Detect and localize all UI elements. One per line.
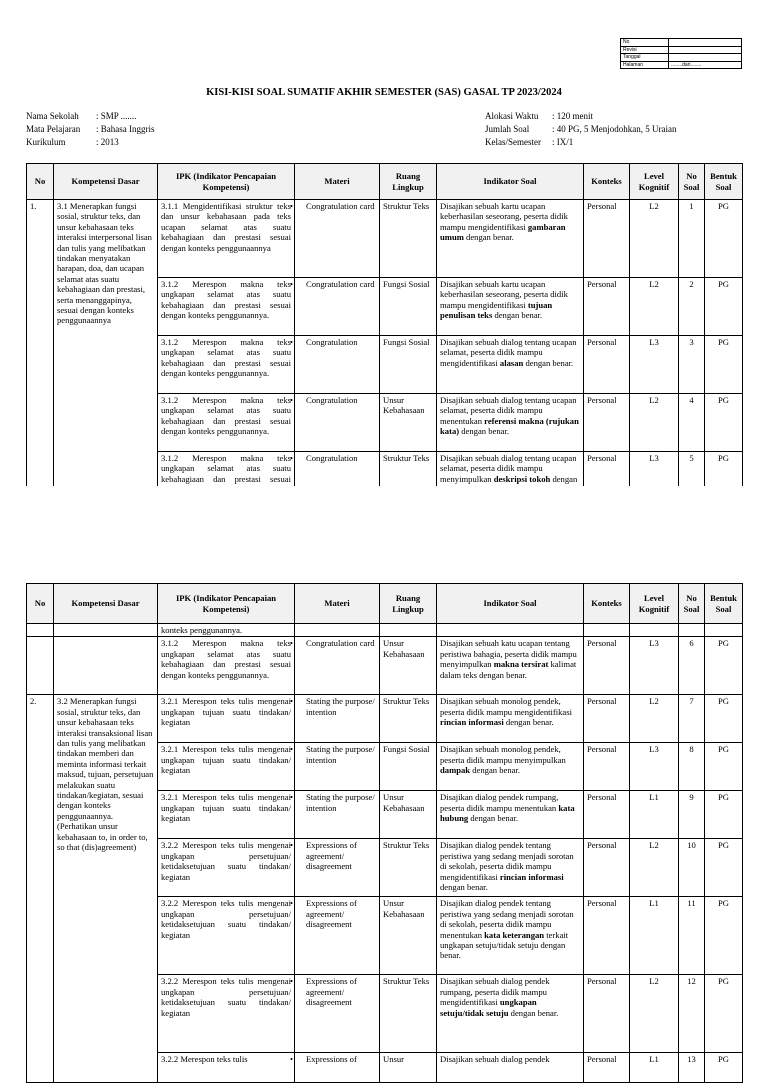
no-soal-cell: 8 <box>679 743 705 791</box>
no-soal-cell: 7 <box>679 695 705 743</box>
meta-value: : 120 menit <box>552 111 593 121</box>
materi-cell <box>295 200 380 278</box>
revision-value: ........dari........ <box>669 61 742 69</box>
materi-cell <box>295 695 380 743</box>
materi-bullet: • Expressions of <box>298 1054 376 1064</box>
ipk-cell: 3.1.2 Merespon makna teks ungkapan selamat atas suatu kebahagiaan dan prestasi sesuai dengan konteks penggunannya. <box>158 637 295 695</box>
column-header: No Soal <box>679 164 705 200</box>
konteks-cell: Personal <box>584 1053 630 1083</box>
ruang-lingkup-cell: Fungsi Sosial <box>380 336 437 394</box>
column-header: Indikator Soal <box>437 164 584 200</box>
ipk-cell: 3.1.2 Merespon makna teks ungkapan selamat atas suatu kebahagiaan dan prestasi sesuai dengan konteks penggunannya. <box>158 278 295 336</box>
meta-value: : IX/1 <box>552 137 574 147</box>
bentuk-soal-cell: PG <box>705 791 743 839</box>
materi-bullet: • Congratulation <box>298 337 376 347</box>
konteks-cell: Personal <box>584 695 630 743</box>
ipk-cell: 3.2.2 Merespon teks tulis mengenai ungkapan persetujuan/ ketidaksetujuan suatu tindakan/ kegiatan <box>158 975 295 1053</box>
konteks-cell: Personal <box>584 975 630 1053</box>
indikator-soal-cell: Disajikan sebuah monolog pendek, peserta didik mampu menyimpulkan dampak dengan benar. <box>437 743 584 791</box>
column-header: No <box>27 164 54 200</box>
kd-number-cell <box>27 637 54 695</box>
column-header: Konteks <box>584 584 630 624</box>
column-header: Kompetensi Dasar <box>54 164 158 200</box>
materi-cell <box>295 278 380 336</box>
meta-label: Alokasi Waktu <box>485 111 539 121</box>
empty-cell <box>437 624 584 637</box>
level-kognitif-cell: L2 <box>630 200 679 278</box>
indikator-soal-cell: Disajikan sebuah dialog tentang ucapan selamat, peserta didik mampu menentukan referensi makna (rujukan kata) dengan benar. <box>437 394 584 452</box>
empty-cell <box>679 624 705 637</box>
konteks-cell: Personal <box>584 743 630 791</box>
kd-number-cell: 1. <box>27 200 54 500</box>
indikator-keyword: ungkapan setuju/tidak setuju <box>440 997 537 1018</box>
indikator-keyword: rincian informasi <box>499 871 564 882</box>
meta-label: Jumlah Soal <box>485 124 530 134</box>
revision-box <box>620 38 742 69</box>
indikator-keyword: dampak <box>440 765 471 776</box>
indikator-keyword: alasan <box>499 357 524 368</box>
materi-bullet: • Expressions of agreement/ disagreement <box>298 840 376 871</box>
materi-cell <box>295 743 380 791</box>
no-soal-cell: 9 <box>679 791 705 839</box>
indikator-keyword: kata hubung <box>440 802 575 824</box>
indikator-keyword: gambaran umum <box>440 221 566 243</box>
continuation-row <box>27 624 743 637</box>
indikator-keyword: deskripsi tokoh <box>493 473 551 484</box>
column-header: Konteks <box>584 164 630 200</box>
bentuk-soal-cell: PG <box>705 897 743 975</box>
page-gap <box>0 486 768 550</box>
bentuk-soal-cell: PG <box>705 394 743 452</box>
kd-number-cell <box>27 624 54 637</box>
bentuk-soal-cell: PG <box>705 743 743 791</box>
document-page-1 <box>0 0 768 486</box>
column-header: Level Kognitif <box>630 164 679 200</box>
materi-bullet: • Congratulation <box>298 453 376 463</box>
bentuk-soal-cell: PG <box>705 200 743 278</box>
bentuk-soal-cell: PG <box>705 1053 743 1083</box>
indikator-soal-cell: Disajikan sebuah dialog pendek <box>437 1053 584 1083</box>
indikator-soal-cell: Disajikan sebuah kartu ucapan keberhasilan seseorang, peserta didik mampu mengidentifikasi gambaran umum dengan benar. <box>437 200 584 278</box>
kompetensi-dasar-cell <box>54 624 158 637</box>
ipk-continuation-cell: konteks penggunannya. <box>158 624 295 637</box>
meta-label: Kurikulum <box>26 137 66 147</box>
document-title: KISI-KISI SOAL SUMATIF AKHIR SEMESTER (SAS) GASAL TP 2023/2024 <box>206 87 562 98</box>
table-row <box>27 637 743 695</box>
indikator-soal-cell: Disajikan sebuah kartu ucapan keberhasilan seseorang, peserta didik mampu mengidentifikasi tujuan penulisan teks dengan benar. <box>437 278 584 336</box>
meta-value: : SMP ....... <box>96 111 137 121</box>
level-kognitif-cell: L2 <box>630 695 679 743</box>
ipk-cell: 3.2.1 Merespon teks tulis mengenai ungkapan tujuan suatu tindakan/ kegiatan <box>158 791 295 839</box>
materi-bullet: • Expressions of agreement/ disagreement <box>298 976 376 1007</box>
meta-row <box>485 136 676 149</box>
ipk-cell: 3.2.2 Merespon teks tulis <box>158 1053 295 1083</box>
materi-bullet: • Congratulation card <box>298 279 376 289</box>
empty-cell <box>630 624 679 637</box>
bentuk-soal-cell: PG <box>705 839 743 897</box>
indikator-soal-cell: Disajikan dialog pendek rumpang, peserta didik mampu menentukan kata hubung dengan benar. <box>437 791 584 839</box>
indikator-soal-cell: Disajikan sebuah dialog pendek rumpang, peserta didik mampu mengidentifikasi ungkapan setuju/tidak setuju dengan benar. <box>437 975 584 1053</box>
kompetensi-dasar-cell: 3.2 Menerapkan fungsi sosial, struktur teks, dan unsur kebahasaan teks interaksi transaksional lisan dan tulis yang melibatkan tindakan memberi dan meminta informasi terkait maksud, tujuan, persetujuan melakukan suatu tindakan/kegiatan, sesuai dengan konteks penggunaannya. (Perhatikan unsur kebahasaan to, in order to, so that (dis)agreement) <box>54 695 158 1083</box>
no-soal-cell: 6 <box>679 637 705 695</box>
bentuk-soal-cell: PG <box>705 695 743 743</box>
meta-label: Kelas/Semester <box>485 137 541 147</box>
konteks-cell: Personal <box>584 278 630 336</box>
indikator-keyword: kata keterangan <box>484 929 545 940</box>
empty-cell <box>380 624 437 637</box>
column-header: No <box>27 584 54 624</box>
no-soal-cell: 5 <box>679 452 705 500</box>
column-header: Indikator Soal <box>437 584 584 624</box>
revision-label: Halaman <box>621 61 669 69</box>
ruang-lingkup-cell: Struktur Teks <box>380 452 437 500</box>
meta-right <box>485 110 676 149</box>
materi-cell <box>295 791 380 839</box>
konteks-cell: Personal <box>584 200 630 278</box>
bentuk-soal-cell: PG <box>705 975 743 1053</box>
level-kognitif-cell: L1 <box>630 1053 679 1083</box>
revision-row <box>621 54 742 62</box>
konteks-cell: Personal <box>584 791 630 839</box>
meta-value: : 40 PG, 5 Menjodohkan, 5 Uraian <box>552 124 677 134</box>
ruang-lingkup-cell: Unsur Kebahasaan <box>380 637 437 695</box>
empty-cell <box>705 624 743 637</box>
materi-cell <box>295 637 380 695</box>
ipk-cell: 3.2.1 Merespon teks tulis mengenai ungkapan tujuan suatu tindakan/ kegiatan <box>158 743 295 791</box>
column-header: Ruang Lingkup <box>380 584 437 624</box>
indikator-keyword: rincian informasi <box>440 717 504 728</box>
konteks-cell: Personal <box>584 839 630 897</box>
ipk-cell: 3.1.1 Mengidentifikasi struktur teks dan unsur kebahasaan pada teks ucapan selamat atas suatu kebahagiaan dan prestasi sesuai dengan konteks penggunaannya <box>158 200 295 278</box>
materi-bullet: • Expressions of agreement/ disagreement <box>298 898 376 929</box>
konteks-cell: Personal <box>584 394 630 452</box>
indikator-keyword: tujuan penulisan teks <box>440 299 553 321</box>
level-kognitif-cell: L3 <box>630 452 679 500</box>
bentuk-soal-cell: PG <box>705 336 743 394</box>
level-kognitif-cell: L2 <box>630 278 679 336</box>
indikator-keyword: referensi makna (rujukan kata) <box>440 415 579 437</box>
table-row <box>27 200 743 278</box>
materi-cell <box>295 897 380 975</box>
meta-value: : Bahasa Inggris <box>96 124 155 134</box>
bentuk-soal-cell: PG <box>705 278 743 336</box>
meta-row <box>26 136 155 149</box>
empty-cell <box>295 624 380 637</box>
indikator-soal-cell: Disajikan sebuah monolog pendek, peserta didik mampu mengidentifikasi rincian informasi dengan benar. <box>437 695 584 743</box>
no-soal-cell: 10 <box>679 839 705 897</box>
empty-cell <box>584 624 630 637</box>
konteks-cell: Personal <box>584 897 630 975</box>
ruang-lingkup-cell: Struktur Teks <box>380 695 437 743</box>
materi-bullet: • Stating the purpose/ intention <box>298 696 376 717</box>
no-soal-cell: 12 <box>679 975 705 1053</box>
indikator-keyword: makna tersirat <box>493 659 549 670</box>
materi-cell <box>295 1053 380 1083</box>
table-row <box>27 695 743 743</box>
revision-row <box>621 46 742 54</box>
ipk-cell: 3.1.2 Merespon makna teks ungkapan selamat atas suatu kebahagiaan dan prestasi sesuai dengan konteks penggunannya. <box>158 336 295 394</box>
ruang-lingkup-cell: Unsur <box>380 1053 437 1083</box>
bentuk-soal-cell: PG <box>705 452 743 500</box>
revision-label: No <box>621 39 669 47</box>
no-soal-cell: 4 <box>679 394 705 452</box>
materi-bullet: • Congratulation card <box>298 201 376 211</box>
meta-row <box>26 110 155 123</box>
ipk-cell: 3.1.2 Merespon makna teks ungkapan selamat atas suatu kebahagiaan dan prestasi sesuai <box>158 452 295 500</box>
meta-label: Mata Pelajaran <box>26 124 81 134</box>
materi-cell <box>295 839 380 897</box>
kisi-table-page-1 <box>26 163 743 500</box>
revision-label: Tanggal <box>621 54 669 62</box>
document-page-2 <box>0 550 768 1065</box>
level-kognitif-cell: L2 <box>630 975 679 1053</box>
meta-row <box>485 110 676 123</box>
column-header: Bentuk Soal <box>705 164 743 200</box>
no-soal-cell: 13 <box>679 1053 705 1083</box>
no-soal-cell: 3 <box>679 336 705 394</box>
bentuk-soal-cell: PG <box>705 637 743 695</box>
materi-bullet: • Stating the purpose/ intention <box>298 744 376 765</box>
revision-row <box>621 39 742 47</box>
revision-row <box>621 61 742 69</box>
ipk-cell: 3.1.2 Merespon makna teks ungkapan selamat atas suatu kebahagiaan dan prestasi sesuai dengan konteks penggunannya. <box>158 394 295 452</box>
revision-label: Revisi <box>621 46 669 54</box>
ruang-lingkup-cell: Unsur Kebahasaan <box>380 897 437 975</box>
kompetensi-dasar-cell <box>54 637 158 695</box>
level-kognitif-cell: L1 <box>630 791 679 839</box>
column-header: Level Kognitif <box>630 584 679 624</box>
materi-bullet: • Congratulation card <box>298 638 376 648</box>
ruang-lingkup-cell: Fungsi Sosial <box>380 278 437 336</box>
column-header: IPK (Indikator Pencapaian Kompetensi) <box>158 584 295 624</box>
ruang-lingkup-cell: Unsur Kebahasaan <box>380 791 437 839</box>
revision-value <box>669 54 742 62</box>
ruang-lingkup-cell: Fungsi Sosial <box>380 743 437 791</box>
indikator-soal-cell: Disajikan sebuah katu ucapan tentang peristiwa bahagia, peserta didik mampu menyimpulkan makna tersirat kalimat dalam teks dengan benar. <box>437 637 584 695</box>
ruang-lingkup-cell: Struktur Teks <box>380 839 437 897</box>
ruang-lingkup-cell: Unsur Kebahasaan <box>380 394 437 452</box>
no-soal-cell: 1 <box>679 200 705 278</box>
materi-cell <box>295 975 380 1053</box>
konteks-cell: Personal <box>584 637 630 695</box>
indikator-soal-cell: Disajikan dialog pendek tentang peristiwa yang sedang menjadi sorotan di sekolah, peserta didik mampu menentukan kata keterangan terkait ungkapan setuju/tidak setuju dengan benar. <box>437 897 584 975</box>
kompetensi-dasar-cell: 3.1 Menerapkan fungsi sosial, struktur teks, dan unsur kebahasaan teks interaksi interpersonal lisan dan tulis yang melibatkan tindakan menyatakan harapan, doa, dan ucapan selamat atas suatu kebahagiaan dan prestasi, serta menanggapinya, sesuai dengan konteks penggunaannya <box>54 200 158 500</box>
meta-left <box>26 110 155 149</box>
level-kognitif-cell: L1 <box>630 897 679 975</box>
ipk-cell: 3.2.2 Merespon teks tulis mengenai ungkapan persetujuan/ ketidaksetujuan suatu tindakan/ kegiatan <box>158 839 295 897</box>
kd-number-cell: 2. <box>27 695 54 1083</box>
materi-bullet: • Congratulation <box>298 395 376 405</box>
konteks-cell: Personal <box>584 336 630 394</box>
level-kognitif-cell: L2 <box>630 394 679 452</box>
level-kognitif-cell: L3 <box>630 743 679 791</box>
meta-row <box>485 123 676 136</box>
indikator-soal-cell: Disajikan sebuah dialog tentang ucapan selamat, peserta didik mampu mengidentifikasi alasan dengan benar. <box>437 336 584 394</box>
meta-row <box>26 123 155 136</box>
konteks-cell: Personal <box>584 452 630 500</box>
column-header: IPK (Indikator Pencapaian Kompetensi) <box>158 164 295 200</box>
ipk-cell: 3.2.2 Merespon teks tulis mengenai ungkapan persetujuan/ ketidaksetujuan suatu tindakan/ kegiatan <box>158 897 295 975</box>
indikator-soal-cell: Disajikan dialog pendek tentang peristiwa yang sedang menjadi sorotan di sekolah, peserta didik mampu mengidentifikasi rincian informasi dengan benar. <box>437 839 584 897</box>
column-header: Materi <box>295 164 380 200</box>
no-soal-cell: 2 <box>679 278 705 336</box>
column-header: No Soal <box>679 584 705 624</box>
column-header: Materi <box>295 584 380 624</box>
column-header: Ruang Lingkup <box>380 164 437 200</box>
materi-cell <box>295 336 380 394</box>
kisi-table-page-2 <box>26 583 743 1083</box>
ipk-cell: 3.2.1 Merespon teks tulis mengenai ungkapan tujuan suatu tindakan/ kegiatan <box>158 695 295 743</box>
level-kognitif-cell: L2 <box>630 839 679 897</box>
meta-label: Nama Sekolah <box>26 111 79 121</box>
meta-value: : 2013 <box>96 137 119 147</box>
materi-bullet: • Stating the purpose/ intention <box>298 792 376 813</box>
ruang-lingkup-cell: Struktur Teks <box>380 975 437 1053</box>
indikator-soal-cell: Disajikan sebuah dialog tentang ucapan selamat, peserta didik mampu menyimpulkan deskripsi tokoh dengan <box>437 452 584 500</box>
column-header: Bentuk Soal <box>705 584 743 624</box>
revision-value <box>669 39 742 47</box>
level-kognitif-cell: L3 <box>630 336 679 394</box>
no-soal-cell: 11 <box>679 897 705 975</box>
revision-value <box>669 46 742 54</box>
ruang-lingkup-cell: Struktur Teks <box>380 200 437 278</box>
level-kognitif-cell: L3 <box>630 637 679 695</box>
column-header: Kompetensi Dasar <box>54 584 158 624</box>
materi-cell <box>295 394 380 452</box>
